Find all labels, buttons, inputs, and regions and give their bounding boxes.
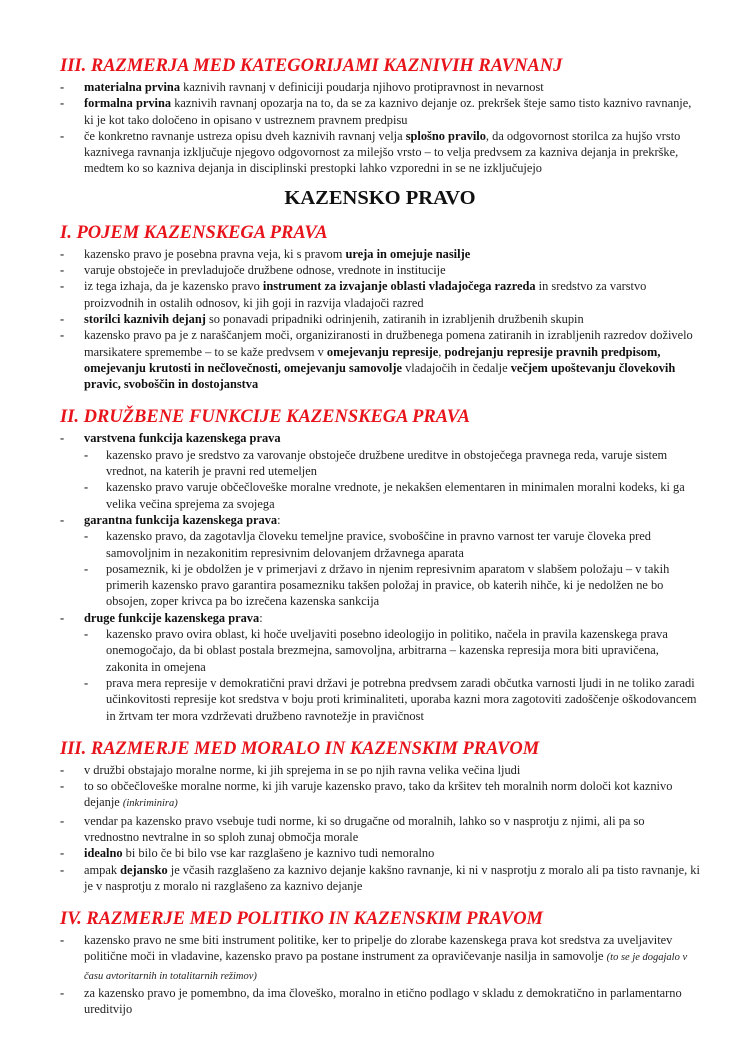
group-label: druge funkcije kazenskega prava <box>84 610 260 625</box>
list-item <box>60 79 700 95</box>
item-text: , da odgovornost storilca za hujšo vrsto kaznivega ravnanja izključuje njegovo odgovornost za milejšo vrsto – to velja predvsem za kazniva dejanja in prekrške, medtem ko so kazniva dejanja in disciplinski prestopki lahko vzporedni in se ne izključujejo <box>84 128 681 176</box>
item-text: kazensko pravo, da zagotavlja človeku temeljne pravice, svoboščine in pravno varnost ter varuje človeka pred samovoljnim in nezakonitim represivnim delovanjem državnega aparata <box>106 529 651 560</box>
function-group <box>60 610 700 626</box>
sub-list-item <box>60 447 700 480</box>
item-text: kaznivih ravnanj opozarja na to, da se za kaznivo dejanje oz. prekršek šteje samo tisto kaznivo ravnanje, ki je kot tako določeno in opisano v ustreznem pravnem predpisu <box>84 96 692 127</box>
bullet-dash: - <box>60 862 65 877</box>
item-text: je včasih razglašeno za kaznivo dejanje kakšno ravnanje, ki ni v nasprotju z moralo ali pa tisto ravnanje, ki je v nasprotju z moralo ni razglašeno za kaznivo dejanje <box>84 862 700 893</box>
bullet-dash: - <box>60 246 65 261</box>
bold-term: splošno pravilo <box>405 128 486 143</box>
guarantee-function-sublist <box>60 528 700 609</box>
bullet-dash: - <box>84 529 89 544</box>
function-group <box>60 512 700 528</box>
sub-list-item <box>60 561 700 610</box>
list-item <box>60 762 700 778</box>
functions-list <box>60 610 700 626</box>
item-text: to so občečloveške moralne norme, ki jih varuje kazensko pravo, tako da kršitev teh moralnih norm določi kot kaznivo dejanje <box>84 779 673 810</box>
item-text: kazensko pravo pa je z naraščanjem moči, organiziranosti in družbenega pomena zatiranih in izrabljenih razredov doživelo marsikatere spremembe – to se kaže predvsem v <box>84 328 693 359</box>
item-text: kazensko pravo ovira oblast, ki hoče uveljaviti posebno ideologijo in politiko, načela in pravila kazenskega prava onemogočajo, da bi oblast postala brezmejna, samovoljna, arbitrarna – kazenska represija mora biti upravičena, zakonita in omejena <box>106 627 668 674</box>
item-text: kazensko pravo je sredstvo za varovanje obstoječe družbene ureditve in obstoječega pravnega reda, varuje sistem vrednot, na katerih je pravni red utemeljen <box>106 447 668 479</box>
bold-term: formalna prvina <box>84 96 172 111</box>
group-label: varstvena funkcija kazenskega prava <box>84 431 281 446</box>
list-item <box>60 262 700 278</box>
bold-term: instrument za izvajanje oblasti vladajočega razreda <box>262 279 536 294</box>
categories-list <box>60 79 700 177</box>
list-item <box>60 813 700 846</box>
bullet-dash: - <box>60 80 65 94</box>
functions-list <box>60 512 700 528</box>
list-item <box>60 778 700 813</box>
bullet-dash: - <box>60 610 65 625</box>
list-item <box>60 932 700 985</box>
section-heading-politics: IV. RAZMERJE MED POLITIKO IN KAZENSKIM PRAVOM <box>60 909 544 930</box>
list-item <box>60 845 700 861</box>
bullet-dash: - <box>60 512 65 527</box>
bullet-dash: - <box>60 279 65 294</box>
functions-list <box>60 430 700 446</box>
group-label: garantna funkcija kazenskega prava <box>84 512 278 527</box>
section-heading-functions: II. DRUŽBENE FUNKCIJE KAZENSKEGA PRAVA <box>60 407 471 428</box>
bullet-dash: - <box>84 447 89 462</box>
bold-term: ureja in omejuje nasilje <box>345 246 471 261</box>
item-text: kazensko pravo ne sme biti instrument politike, ker to pripelje do zlorabe kazenskega prava kot sredstva za uveljavitev politične moči in vladavine, kazensko pravo pa postane instrument za opravičevanje nasilja in samovolje <box>84 933 673 964</box>
bold-term: idealno <box>84 846 123 861</box>
bold-term: večjem upoštevanju človekovih pravic, svoboščin in dostojanstva <box>84 360 676 392</box>
item-text: vladajočih in čedalje <box>402 360 511 375</box>
list-item <box>60 246 700 262</box>
item-text: iz tega izhaja, da je kazensko pravo <box>84 279 263 294</box>
document-title: KAZENSKO PRAVO <box>284 186 476 209</box>
bullet-dash: - <box>60 933 65 948</box>
politics-list <box>60 932 700 1017</box>
item-text: so ponavadi pripadniki odrinjenih, zatiranih in izrabljenih družbenih skupin <box>205 311 584 326</box>
list-item <box>60 862 700 895</box>
bullet-dash: - <box>60 813 65 828</box>
section-heading-morality: III. RAZMERJE MED MORALO IN KAZENSKIM PRAVOM <box>60 738 540 759</box>
section-heading-concept: I. POJEM KAZENSKEGA PRAVA <box>60 222 328 243</box>
italic-note: (inkriminira) <box>122 798 178 810</box>
bullet-dash: - <box>60 986 65 1001</box>
item-text: in sredstvo za varstvo proizvodnih in ostalih odnosov, ki jih goji in razvija vladajoči razred <box>84 279 647 310</box>
document-page <box>60 55 700 1018</box>
list-item <box>60 985 700 1018</box>
bullet-dash: - <box>84 480 89 495</box>
item-text: kazensko pravo je posebna pravna veja, ki s pravom <box>84 246 346 261</box>
item-text: kazensko pravo varuje občečloveške moralne vrednote, je nekakšen elementaren in minimalen moralni kodeks, ki ga velika večina sprejema za svojega <box>106 480 685 511</box>
bullet-dash: - <box>60 846 65 861</box>
item-text: varuje obstoječe in prevladujoče družbene odnose, vrednote in institucije <box>84 263 446 278</box>
list-item <box>60 278 700 311</box>
item-text: kaznivih ravnanj v definiciji poudarja njihovo protipravnost in nevarnost <box>180 80 544 94</box>
bullet-dash: - <box>60 96 65 111</box>
bold-term: materialna prvina <box>84 80 181 94</box>
bold-term: storilci kaznivih dejanj <box>84 311 206 326</box>
group-suffix: : <box>277 512 281 527</box>
bullet-dash: - <box>60 328 65 343</box>
bullet-dash: - <box>60 431 65 446</box>
group-suffix: : <box>259 610 263 625</box>
bullet-dash: - <box>60 779 65 794</box>
list-item <box>60 128 700 177</box>
bullet-dash: - <box>84 627 89 642</box>
list-item <box>60 311 700 327</box>
sub-list-item <box>60 626 700 675</box>
item-text: če konkretno ravnanje ustreza opisu dveh kaznivih ravnanj velja <box>84 128 406 143</box>
morality-list <box>60 762 700 894</box>
item-text: prava mera represije v demokratični pravi državi je potrebna predvsem zaradi občutka varnosti ljudi in ne toliko zaradi učinkovitosti represije kot sredstva v boju proti kriminaliteti, uporaba kazni mora zagotoviti zadoščenje oškodovancem in žrtvam ter mora vzdrževati družbeno ravnotežje in pravičnost <box>106 675 697 723</box>
bullet-dash: - <box>60 128 65 143</box>
sub-list-item <box>60 675 700 724</box>
item-text: ampak <box>84 862 121 877</box>
bullet-dash: - <box>60 263 65 278</box>
bold-term: dejansko <box>120 862 168 877</box>
bold-term: podrejanju represije pravnih predpisom, omejevanju krutosti in nečlovečnosti, omejevanju samovolje <box>84 344 661 375</box>
bullet-dash: - <box>60 762 65 777</box>
protective-function-sublist <box>60 447 700 512</box>
bullet-dash: - <box>60 311 65 326</box>
item-text: vendar pa kazensko pravo vsebuje tudi norme, ki so drugačne od moralnih, lahko so v nasprotju z njimi, ali pa so vrednostno nevtralne in so sploh zunaj območja morale <box>84 813 645 844</box>
item-text: v družbi obstajajo moralne norme, ki jih sprejema in se po njih ravna velika večina ljudi <box>84 762 521 777</box>
concept-list <box>60 246 700 393</box>
function-group <box>60 430 700 446</box>
section-heading-categories: III. RAZMERJA MED KATEGORIJAMI KAZNIVIH RAVNANJ <box>60 56 563 76</box>
item-text: , <box>438 344 445 359</box>
italic-note: (to se je dogajalo v času avtoritarnih in totalitarnih režimov) <box>84 952 688 982</box>
item-text: za kazensko pravo je pomembno, da ima človeško, moralno in etično podlago v skladu z demokratično in parlamentarno ureditvijo <box>84 986 682 1017</box>
sub-list-item <box>60 479 700 512</box>
sub-list-item <box>60 528 700 561</box>
item-text: bi bilo če bi bilo vse kar razglašeno je kaznivo tudi nemoralno <box>122 846 435 861</box>
other-functions-sublist <box>60 626 700 724</box>
bullet-dash: - <box>84 561 89 576</box>
list-item <box>60 95 700 128</box>
list-item <box>60 327 700 392</box>
bold-term: omejevanju represije <box>326 344 439 359</box>
item-text: posameznik, ki je obdolžen je v primerjavi z državo in njenim represivnim aparatom v slabšem položaju – v takih primerih kazensko pravo garantira posamezniku takšen položaj in pravice, ob katerih nihče, ki je nedolžen ne bo obsojen, zoper krivca pa bo izrečena kazenska sankcija <box>106 561 670 609</box>
bullet-dash: - <box>84 675 89 690</box>
